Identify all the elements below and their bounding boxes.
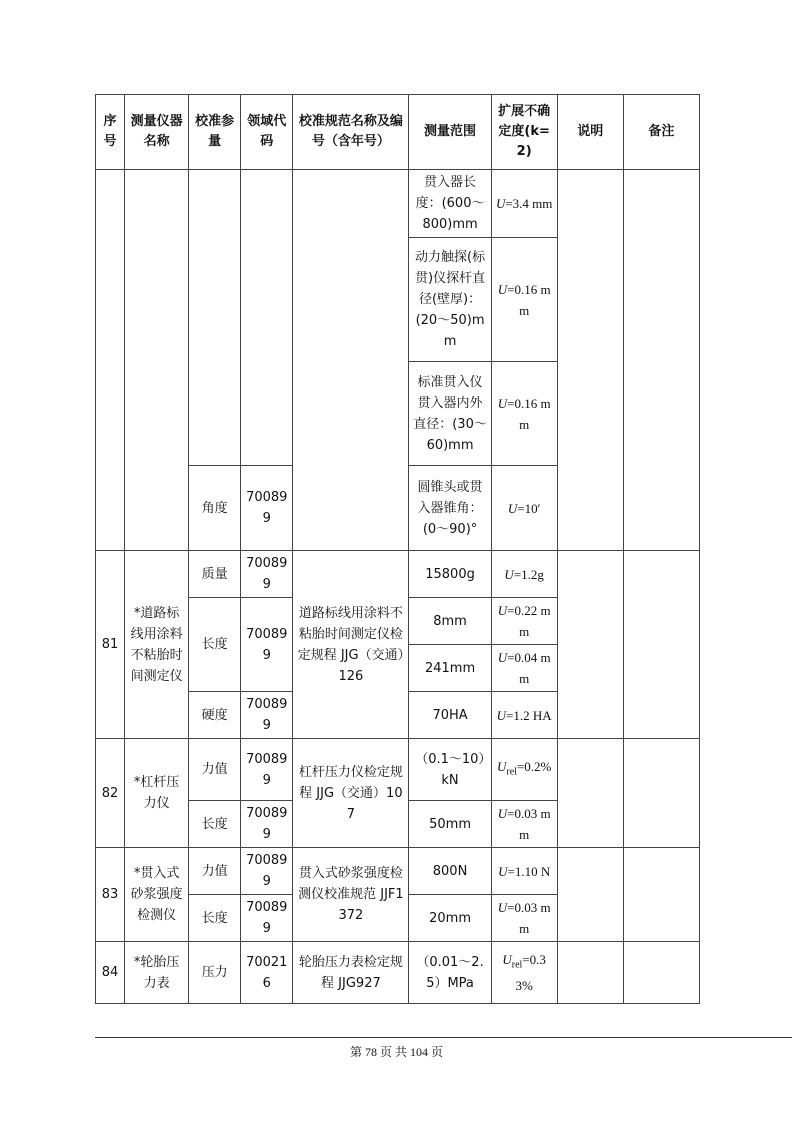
table-row bbox=[96, 551, 700, 598]
note-cell bbox=[557, 739, 623, 848]
param-cell: 长度 bbox=[189, 801, 241, 848]
seq-cell: 83 bbox=[96, 848, 125, 942]
code-cell: 700216 bbox=[241, 942, 293, 1004]
header-seq: 序号 bbox=[96, 95, 125, 170]
spec-cell: 贯入式砂浆强度检测仪校准规范 JJF1372 bbox=[293, 848, 409, 942]
uncertainty-cell: U=0.04 mm bbox=[491, 645, 557, 692]
param-cell: 角度 bbox=[189, 466, 241, 551]
range-cell: 圆锥头或贯入器锥角：(0～90)° bbox=[409, 466, 491, 551]
header-range: 测量范围 bbox=[409, 95, 491, 170]
seq-cell: 84 bbox=[96, 942, 125, 1004]
instrument-name: *道路标线用涂料不粘胎时间测定仪 bbox=[125, 551, 189, 739]
uncertainty-cell: U=1.10 N bbox=[491, 848, 557, 895]
table-row bbox=[96, 739, 700, 801]
remark-cell bbox=[623, 739, 699, 848]
uncertainty-cell: U=1.2 HA bbox=[491, 692, 557, 739]
remark-cell bbox=[623, 848, 699, 942]
uncertainty-cell: U=0.03 mm bbox=[491, 895, 557, 942]
cont-code bbox=[241, 170, 293, 466]
header-note: 说明 bbox=[557, 95, 623, 170]
code-cell: 700899 bbox=[241, 848, 293, 895]
param-cell: 压力 bbox=[189, 942, 241, 1004]
cont-note bbox=[557, 170, 623, 551]
code-cell: 700899 bbox=[241, 551, 293, 598]
uncertainty-cell: U=10′ bbox=[491, 466, 557, 551]
code-cell: 700899 bbox=[241, 801, 293, 848]
header-param: 校准参量 bbox=[189, 95, 241, 170]
seq-cell: 82 bbox=[96, 739, 125, 848]
range-cell: 70HA bbox=[409, 692, 491, 739]
cont-spec bbox=[293, 170, 409, 551]
param-cell: 长度 bbox=[189, 895, 241, 942]
code-cell: 700899 bbox=[241, 466, 293, 551]
code-cell: 700899 bbox=[241, 598, 293, 692]
header-code: 领域代码 bbox=[241, 95, 293, 170]
spec-cell: 轮胎压力表检定规程 JJG927 bbox=[293, 942, 409, 1004]
cont-remark bbox=[623, 170, 699, 551]
header-row bbox=[96, 95, 700, 170]
header-remark: 备注 bbox=[623, 95, 699, 170]
page-number: 第 78 页 共 104 页 bbox=[349, 1045, 443, 1059]
range-cell: 贯入器长度：(600～800)mm bbox=[409, 170, 491, 238]
range-cell: 15800g bbox=[409, 551, 491, 598]
remark-cell bbox=[623, 551, 699, 739]
uncertainty-cell: U=0.22 mm bbox=[491, 598, 557, 645]
seq-cell: 81 bbox=[96, 551, 125, 739]
range-cell: 动力触探(标贯)仪探杆直径(壁厚)：(20～50)mm bbox=[409, 238, 491, 362]
code-cell: 700899 bbox=[241, 692, 293, 739]
spec-cell: 杠杆压力仪检定规程 JJG（交通）107 bbox=[293, 739, 409, 848]
uncertainty-cell: U=0.16 mm bbox=[491, 238, 557, 362]
note-cell bbox=[557, 551, 623, 739]
header-instrument: 测量仪器名称 bbox=[125, 95, 189, 170]
uncertainty-cell: U=3.4 mm bbox=[491, 170, 557, 238]
table-row bbox=[96, 170, 700, 238]
uncertainty-cell: $U_{rel}=0.2\%$ bbox=[491, 739, 557, 801]
param-cell: 硬度 bbox=[189, 692, 241, 739]
uncertainty-cell: U=1.2g bbox=[491, 551, 557, 598]
table-row bbox=[96, 942, 700, 1004]
note-cell bbox=[557, 942, 623, 1004]
code-cell: 700899 bbox=[241, 895, 293, 942]
range-cell: 800N bbox=[409, 848, 491, 895]
code-cell: 700899 bbox=[241, 739, 293, 801]
footer-divider bbox=[95, 1037, 792, 1038]
range-cell: 8mm bbox=[409, 598, 491, 645]
instrument-name: *杠杆压力仪 bbox=[125, 739, 189, 848]
range-cell: 标准贯入仪贯入器内外直径：(30～60)mm bbox=[409, 362, 491, 466]
uncertainty-cell: U=0.03 mm bbox=[491, 801, 557, 848]
uncertainty-cell: $U_{rel}=0.33\%$ bbox=[491, 942, 557, 1004]
range-cell: 50mm bbox=[409, 801, 491, 848]
range-cell: 20mm bbox=[409, 895, 491, 942]
cont-param bbox=[189, 170, 241, 466]
param-cell: 力值 bbox=[189, 848, 241, 895]
calibration-table bbox=[95, 94, 700, 1004]
instrument-name: *轮胎压力表 bbox=[125, 942, 189, 1004]
range-cell: （0.01～2.5）MPa bbox=[409, 942, 491, 1004]
table-row bbox=[96, 848, 700, 895]
header-spec: 校准规范名称及编号（含年号） bbox=[293, 95, 409, 170]
remark-cell bbox=[623, 942, 699, 1004]
instrument-name: *贯入式砂浆强度检测仪 bbox=[125, 848, 189, 942]
param-cell: 力值 bbox=[189, 739, 241, 801]
cont-seq bbox=[96, 170, 125, 551]
note-cell bbox=[557, 848, 623, 942]
header-uncertainty: 扩展不确定度(k=2) bbox=[491, 95, 557, 170]
spec-cell: 道路标线用涂料不粘胎时间测定仪检定规程 JJG（交通）126 bbox=[293, 551, 409, 739]
param-cell: 质量 bbox=[189, 551, 241, 598]
cont-name bbox=[125, 170, 189, 551]
param-cell: 长度 bbox=[189, 598, 241, 692]
range-cell: 241mm bbox=[409, 645, 491, 692]
range-cell: （0.1～10）kN bbox=[409, 739, 491, 801]
uncertainty-cell: U=0.16 mm bbox=[491, 362, 557, 466]
